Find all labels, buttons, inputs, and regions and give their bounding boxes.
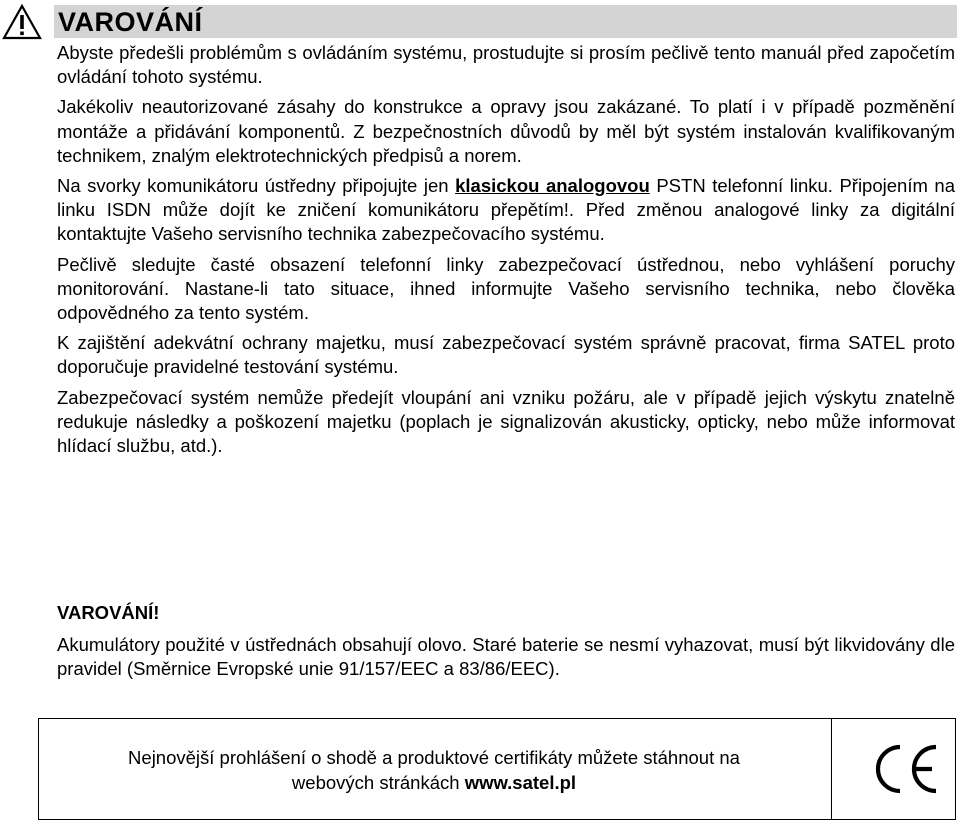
certificate-divider	[831, 719, 832, 819]
paragraph-limitations: Zabezpečovací systém nemůže předejít vloupání ani vzniku požáru, ale v případě jejich výskytu znatelně redukuje následky a poškození majetku (poplach je signalizován akusticky, opticky, nebo může informovat hlídací službu, atd.).	[57, 386, 955, 457]
certificate-line-1: Nejnovější prohlášení o shodě a produktové certifikáty můžete stáhnout na	[128, 747, 740, 768]
warning-body	[57, 41, 955, 464]
pstn-text-start: Na svorky komunikátoru ústředny připojujte jen	[57, 175, 456, 197]
warning-triangle-icon	[2, 4, 42, 40]
battery-warning-text: Akumulátory použité v ústřednách obsahují olovo. Staré baterie se nesmí vyhazovat, musí být likvidovány dle pravidel (Směrnice Evropské unie 91/157/EEC a 83/86/EEC).	[57, 634, 955, 680]
certificate-line-2	[39, 770, 829, 795]
certificate-line-2-prefix: webových stránkách	[291, 772, 465, 793]
paragraph-pstn	[57, 174, 955, 247]
website-link[interactable]: www.satel.pl	[464, 772, 577, 793]
ce-mark-icon	[844, 743, 940, 795]
paragraph-unauthorized: Jakékoliv neautorizované zásahy do konstrukce a opravy jsou zakázané. To platí i v případě pozměnění montáže a přidávání komponentů. Z bezpečnostních důvodů by měl být systém instalován kvalifikovaným technikem, znalým elektrotechnických předpisů a norem.	[57, 96, 955, 166]
paragraph-manual: Abyste předešli problémům s ovládáním systému, prostudujte si prosím pečlivě tento manuál před započetím ovládání tohoto systému.	[57, 42, 955, 88]
battery-warning-heading: VAROVÁNÍ!	[57, 602, 160, 623]
pstn-emphasis: klasickou analogovou	[455, 175, 650, 197]
page-title: VAROVÁNÍ	[58, 7, 203, 37]
paragraph-monitoring: Pečlivě sledujte časté obsazení telefonní linky zabezpečovací ústřednou, nebo vyhlášení poruchy monitorování. Nastane-li tato situace, ihned informujte Vašeho servisního technika, nebo člověka odpovědného za tento systém.	[57, 253, 955, 324]
pstn-text-end: PSTN telefonní linku. Připojením na linku ISDN může dojít ke zničení komunikátoru přepětím!. Před změnou analogové linky za digitální kontaktujte Vašeho servisního technika zabezpečovacího systému.	[57, 175, 955, 245]
certificate-box	[38, 718, 956, 820]
paragraph-testing: K zajištění adekvátní ochrany majetku, musí zabezpečovací systém správně pracovat, firma SATEL proto doporučuje pravidelné testování systému.	[57, 332, 955, 378]
header-bar	[54, 5, 957, 38]
certificate-text	[39, 745, 829, 795]
